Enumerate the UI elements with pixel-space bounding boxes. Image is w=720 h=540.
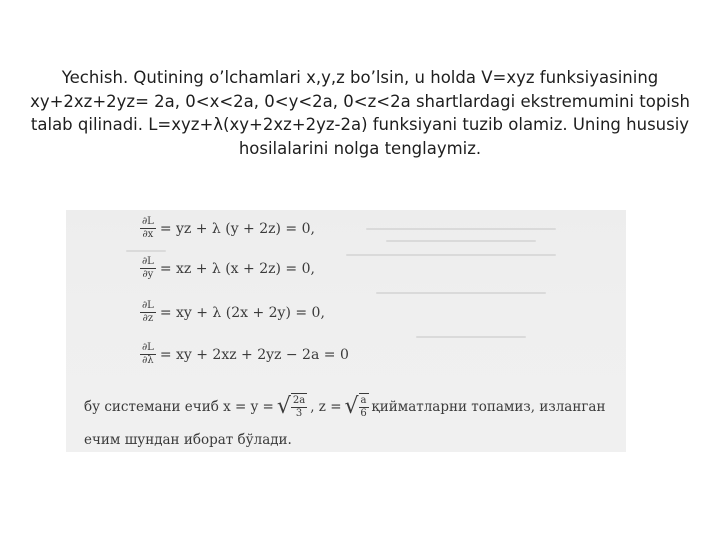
solution-result-line-2: ечим шундан иборат бўлади.	[84, 432, 292, 448]
equation-partial-x	[140, 216, 315, 241]
scan-bleed-mark	[366, 228, 556, 230]
sqrt-sign-icon: √	[344, 393, 359, 419]
partial-fraction: $\frac{\partial L}{\partial y}$	[142, 256, 154, 280]
intro-line-1: Yechish. Qutining o’lchamlari x,y,z bo’lsin, u holda V=xyz funksiyasining	[61, 68, 659, 87]
sqrt-sign-icon: √	[276, 393, 291, 419]
result-prefix: бу системани ечиб x = y =	[84, 398, 274, 415]
scanned-equations-image	[66, 210, 626, 452]
scan-bleed-mark	[376, 292, 546, 294]
result-mid: , z =	[310, 398, 342, 415]
sqrt-a-over-6: √ $\frac{a}{6}$	[344, 393, 367, 419]
scan-bleed-mark	[126, 250, 166, 252]
equation-body: = xy + λ (2x + 2y) = 0,	[159, 304, 325, 321]
intro-line-3: talab qilinadi. L=xyz+λ(xy+2xz+2yz-2a) funksiyani tuzib olamiz. Uning hususiy	[30, 115, 690, 134]
sqrt-2a-over-3: √ $\frac{2a}{3}$	[276, 393, 306, 419]
equation-partial-z	[140, 300, 325, 325]
result-suffix: қийматларни топамиз, изланган	[371, 398, 606, 415]
equation-partial-lambda	[140, 342, 349, 367]
equation-body: = yz + λ (y + 2z) = 0,	[159, 220, 315, 237]
solution-intro-text	[30, 66, 690, 160]
equation-partial-y	[140, 256, 315, 281]
solution-result-line	[84, 393, 605, 420]
partial-fraction: $\frac{\partial L}{\partial\lambda}$	[142, 342, 154, 366]
intro-line-4: hosilalarini nolga tenglaymiz.	[238, 138, 482, 158]
scan-bleed-mark	[346, 254, 556, 256]
equation-body: = xz + λ (x + 2z) = 0,	[159, 260, 315, 277]
scan-bleed-mark	[416, 336, 526, 338]
partial-fraction: $\frac{\partial L}{\partial x}$	[142, 216, 154, 240]
equation-body: = xy + 2xz + 2yz − 2a = 0	[159, 346, 349, 363]
intro-line-2: xy+2xz+2yz= 2a, 0<x<2a, 0<y<2a, 0<z<2a shartlardagi ekstremumini topish	[30, 91, 690, 111]
partial-fraction: $\frac{\partial L}{\partial z}$	[142, 300, 154, 324]
scan-bleed-mark	[386, 240, 536, 242]
